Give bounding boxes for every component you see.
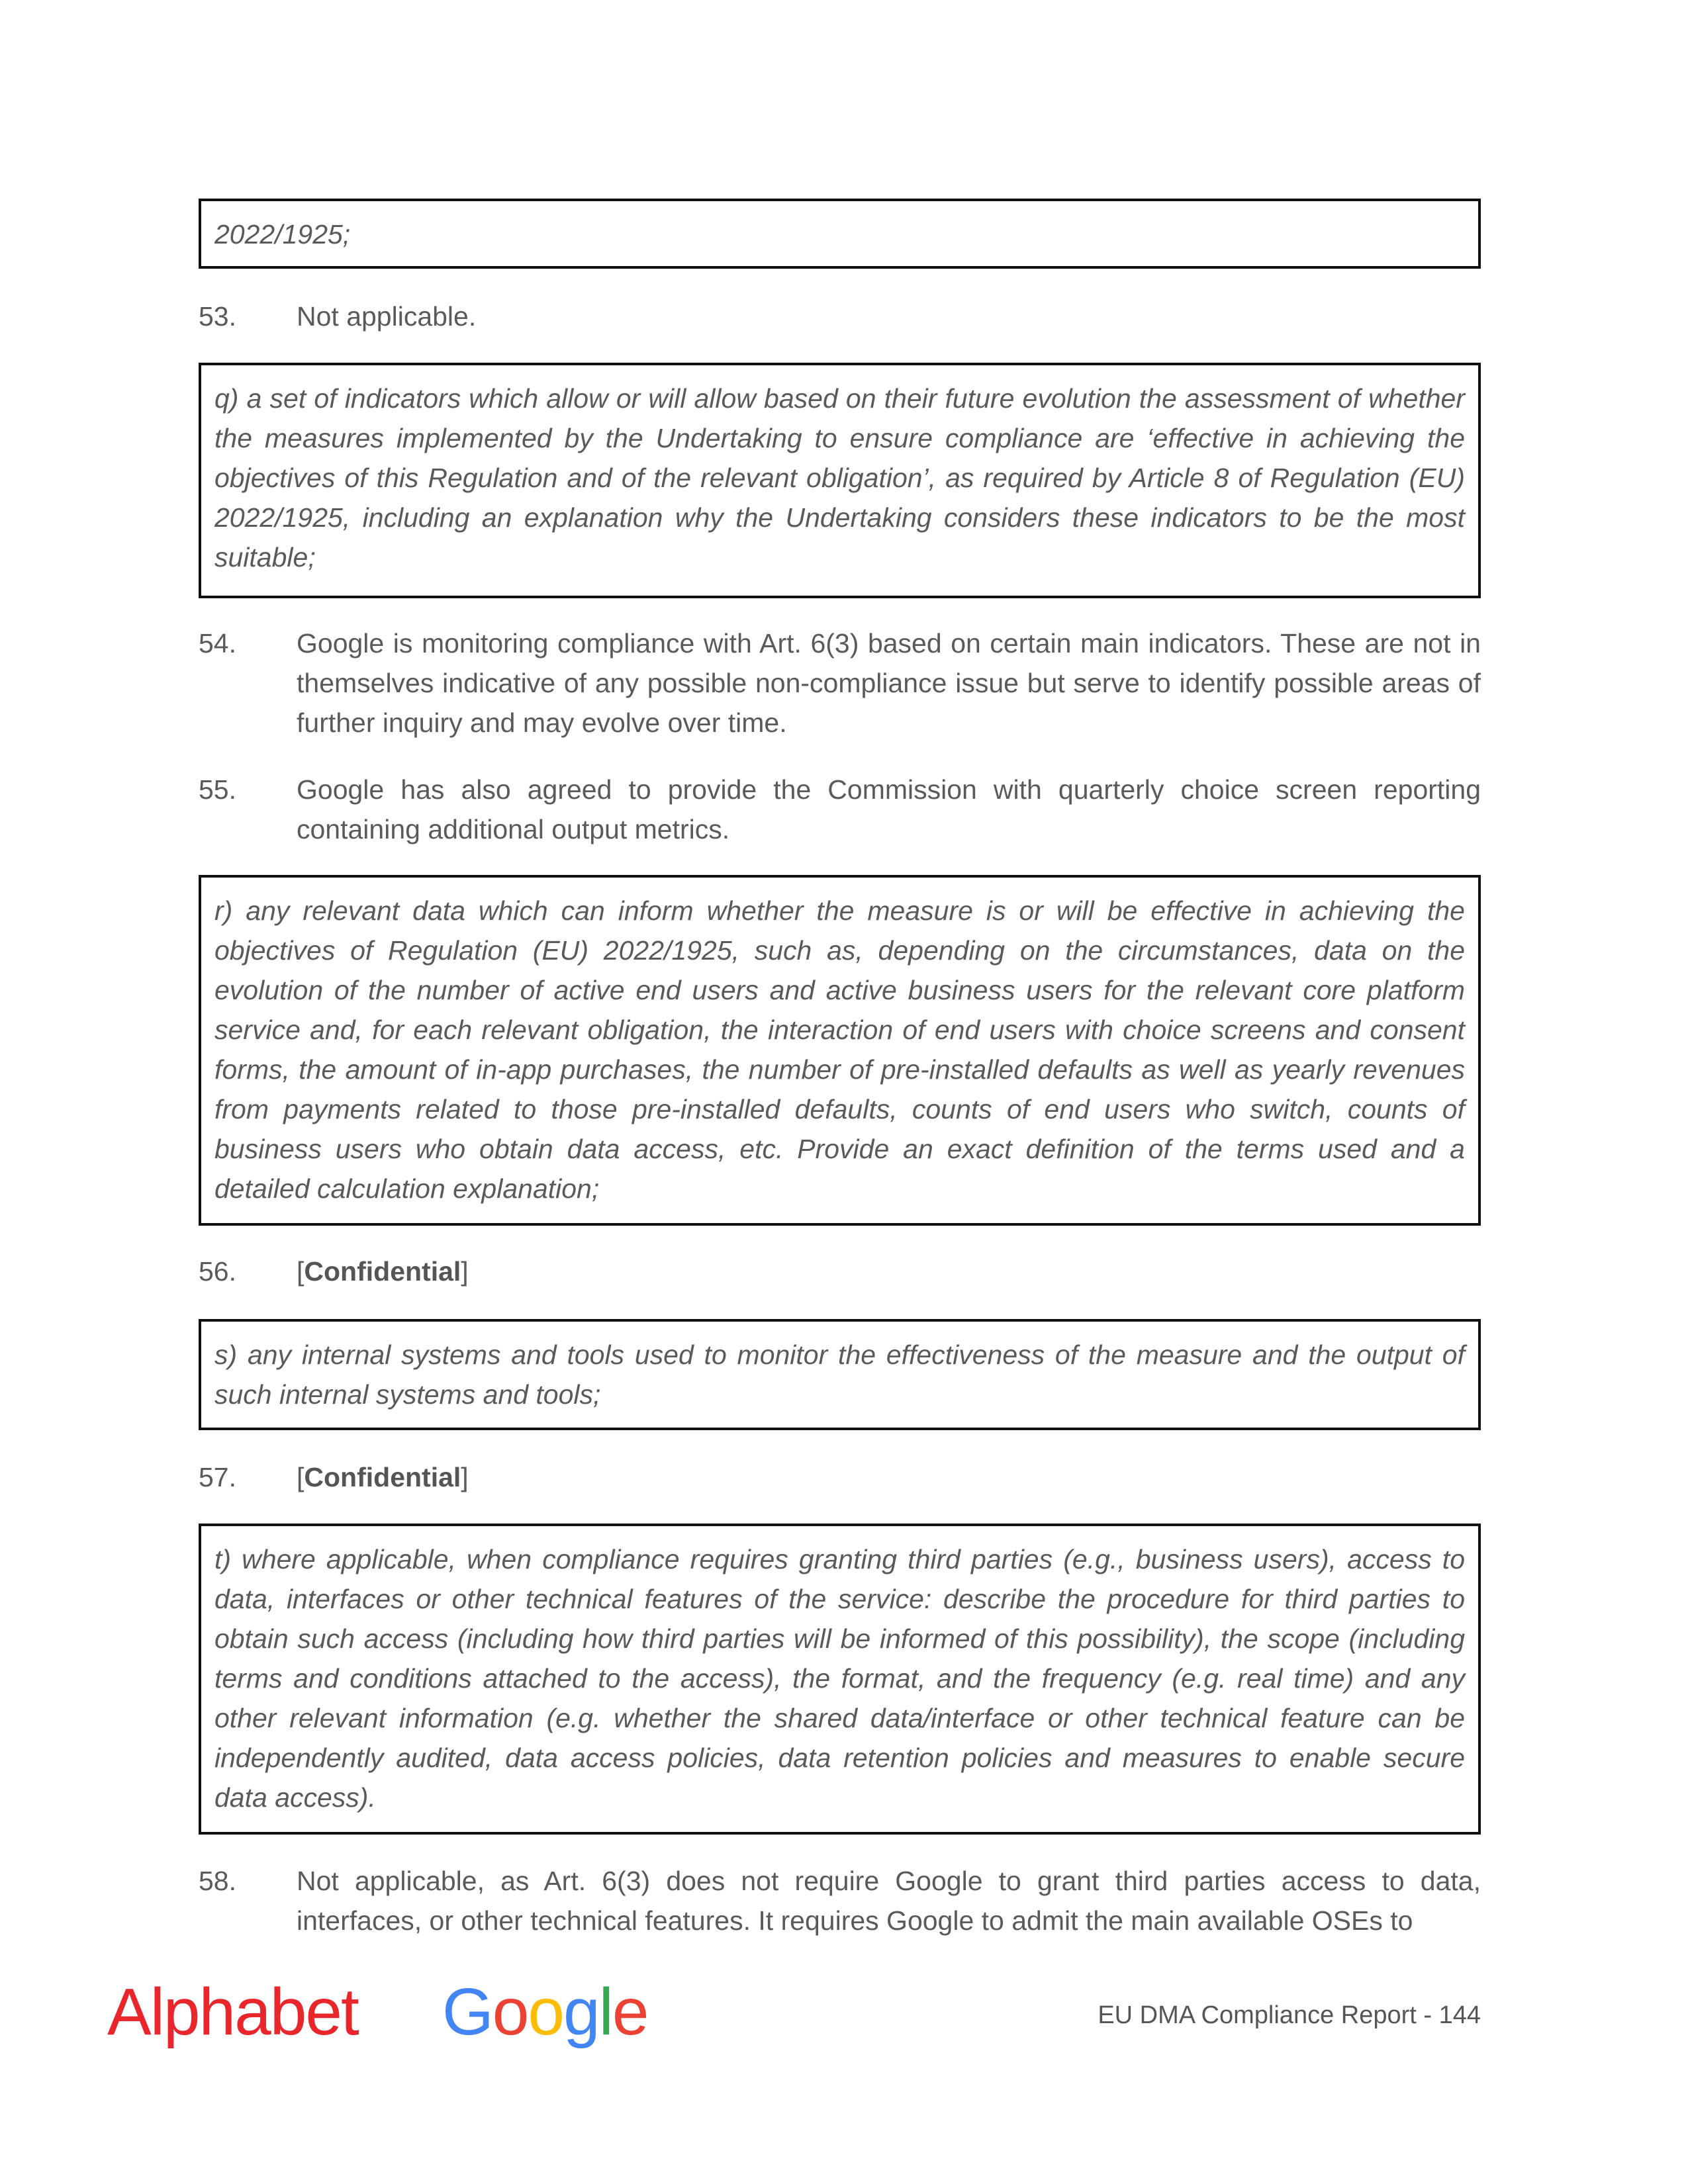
paragraph-text: Google is monitoring compliance with Art. 6(3) based on certain main indicators. These are not in themselves indicative of any possible non-compliance issue but serve to identify possible areas of further inquiry and may evolve over time. bbox=[297, 628, 1481, 738]
paragraph-text: Not applicable, as Art. 6(3) does not require Google to grant third parties access to data, interfaces, or other technical features. It requires Google to admit the main available OSEs to bbox=[297, 1866, 1481, 1936]
quoted-requirement-box bbox=[199, 363, 1481, 598]
paragraph-number: 53. bbox=[199, 301, 236, 332]
page-footer-label: EU DMA Compliance Report - 144 bbox=[1098, 2001, 1481, 2029]
paragraph-number: 56. bbox=[199, 1256, 236, 1287]
quoted-requirement-text: r) any relevant data which can inform whether the measure is or will be effective in achieving the objectives of Regulation (EU) 2022/1925, such as, depending on the circumstances, data on the evolution of the number of active end users and active business users for the relevant core platform service and, for each relevant obligation, the interaction of end users with choice screens and consent forms, the amount of in-app purchases, the number of pre-installed defaults as well as yearly revenues from payments related to those pre-installed defaults, counts of end users who switch, counts of business users who obtain data access, etc. Provide an exact definition of the terms used and a detailed calculation explanation; bbox=[214, 895, 1465, 1204]
confidential-label: Confidential bbox=[304, 1462, 461, 1492]
paragraph-53 bbox=[199, 296, 1481, 336]
quoted-requirement-box bbox=[199, 1524, 1481, 1835]
paragraph-number: 57. bbox=[199, 1462, 236, 1492]
paragraph-number: 54. bbox=[199, 628, 236, 659]
paragraph-57 bbox=[199, 1457, 1481, 1497]
paragraph-54 bbox=[199, 623, 1481, 743]
quoted-requirement-box bbox=[199, 1319, 1481, 1430]
paragraph-text: Not applicable. bbox=[297, 301, 477, 332]
paragraph-number: 58. bbox=[199, 1866, 236, 1896]
quoted-requirement-text: 2022/1925; bbox=[214, 219, 351, 250]
google-logo: Google bbox=[442, 1975, 648, 2049]
paragraph-56 bbox=[199, 1251, 1481, 1291]
paragraph-text: [Confidential] bbox=[297, 1462, 469, 1492]
paragraph-55 bbox=[199, 770, 1481, 849]
quoted-requirement-box bbox=[199, 875, 1481, 1226]
paragraph-number: 55. bbox=[199, 774, 236, 805]
quoted-requirement-text: s) any internal systems and tools used to monitor the effectiveness of the measure and the output of such internal systems and tools; bbox=[214, 1340, 1465, 1410]
confidential-label: Confidential bbox=[304, 1256, 461, 1287]
paragraph-58 bbox=[199, 1861, 1481, 1940]
quoted-requirement-text: t) where applicable, when compliance requires granting third parties (e.g., business users), access to data, interfaces or other technical features of the service: describe the procedure for third parties to obtain such access (including how third parties will be informed of this possibility), the scope (including terms and conditions attached to the access), the format, and the frequency (e.g. real time) and any other relevant information (e.g. whether the shared data/interface or other technical feature can be independently audited, data access policies, data retention policies and measures to enable secure data access). bbox=[214, 1544, 1465, 1813]
paragraph-text: Google has also agreed to provide the Commission with quarterly choice screen reporting containing additional output metrics. bbox=[297, 774, 1481, 844]
paragraph-text: [Confidential] bbox=[297, 1256, 469, 1287]
alphabet-logo: Alphabet bbox=[107, 1975, 358, 2049]
quoted-requirement-text: q) a set of indicators which allow or will allow based on their future evolution the assessment of whether the measures implemented by the Undertaking to ensure compliance are ‘effective in achieving the objectives of this Regulation and of the relevant obligation’, as required by Article 8 of Regulation (EU) 2022/1925, including an explanation why the Undertaking considers these indicators to be the most suitable; bbox=[214, 383, 1465, 572]
quoted-requirement-box bbox=[199, 199, 1481, 269]
